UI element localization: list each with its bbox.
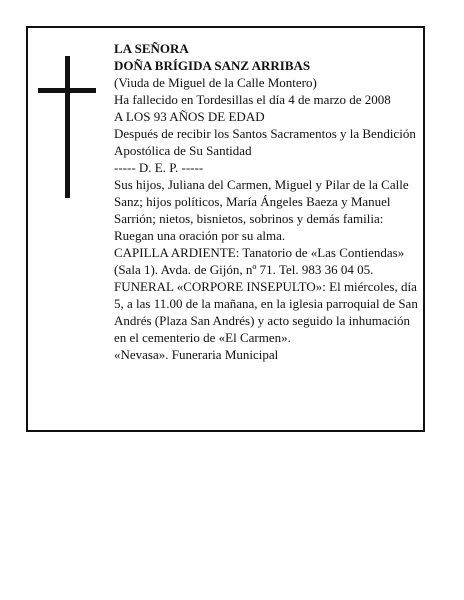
deceased-name: DOÑA BRÍGIDA SANZ ARRIBAS <box>114 58 311 73</box>
age-at-death: A LOS 93 AÑOS DE EDAD <box>114 109 265 124</box>
rip-line: ----- D. E. P. ----- <box>114 160 204 175</box>
funeral-info: FUNERAL «CORPORE INSEPULTO»: El miércoles, día 5, a las 11.00 de la mañana, en la iglesia parroquial de San Andrés (Plaza San Andrés) y acto seguido la inhumación en el cementerio de «El Carmen». <box>114 279 418 345</box>
chapel-info: CAPILLA ARDIENTE: Tanatorio de «Las Contiendas» (Sala 1). Avda. de Gijón, nº 71. Tel. 983 36 04 05. <box>114 245 405 277</box>
cross-horizontal-bar <box>38 88 96 93</box>
death-statement: Ha fallecido en Tordesillas el día 4 de marzo de 2008 <box>114 92 391 107</box>
cross-icon <box>38 56 96 198</box>
notice-text <box>114 40 424 363</box>
family-list: Sus hijos, Juliana del Carmen, Miguel y Pilar de la Calle Sanz; hijos políticos, María Ángeles Baeza y Manuel Sarrión; nietos, bisnietos, sobrinos y demás familia: <box>114 177 409 226</box>
prayer-request: Ruegan una oración por su alma. <box>114 228 286 243</box>
obituary-notice <box>26 26 425 432</box>
sacraments-statement: Después de recibir los Santos Sacramentos y la Bendición Apostólica de Su Santidad <box>114 126 416 158</box>
widow-of: (Viuda de Miguel de la Calle Montero) <box>114 75 317 90</box>
notice-title: LA SEÑORA <box>114 41 189 56</box>
funeral-home: «Nevasa». Funeraria Municipal <box>114 347 279 362</box>
cross-vertical-bar <box>65 56 70 198</box>
